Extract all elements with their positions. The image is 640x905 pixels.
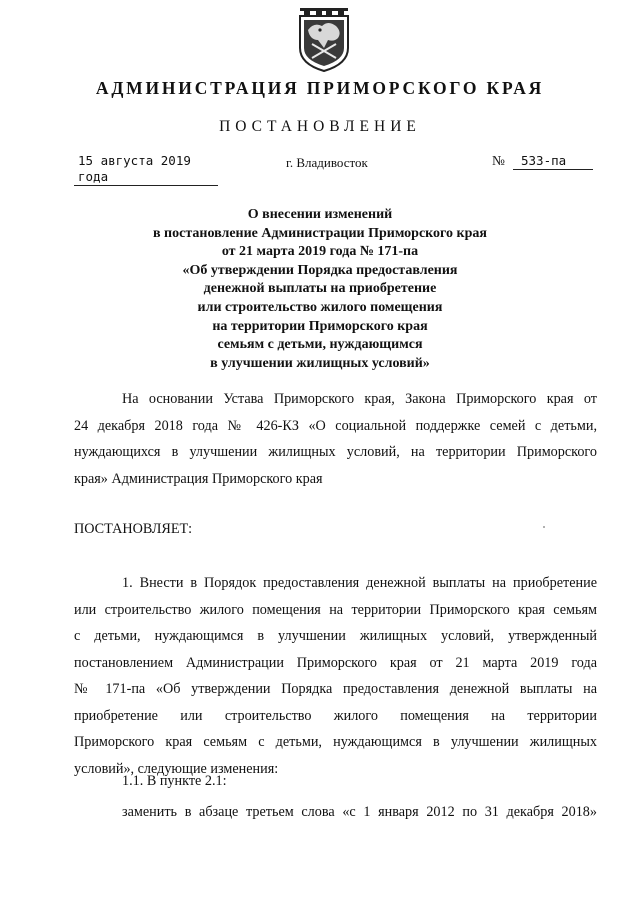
title-line: от 21 марта 2019 года № 171-па [221,244,419,260]
preamble-line: нуждающихся в улучшении жилищных условий, на территории Приморского [74,444,597,460]
item-1-line: или строительство жилого помещения на территории Приморского края семьям [74,601,597,618]
title-line: в улучшении жилищных условий» [210,355,430,371]
preamble-line: На основании Устава Приморского края, Закона Приморского края от [122,391,597,407]
title-line: семьям с детьми, нуждающимся [217,337,423,353]
item-1-line: Приморского края семьям с детьми, нуждающимся в улучшении жилищных [74,734,597,750]
scan-speck [543,526,545,528]
decree-date: 15 августа 2019 года [74,153,218,186]
item-1-line: № 171-па «Об утверждении Порядка предоставления денежной выплаты на [74,681,597,697]
item-1-line: постановлением Администрации Приморского края от 21 марта 2019 года [74,654,597,671]
title-line: денежной выплаты на приобретение [203,281,437,297]
preamble-line: края» Администрация Приморского края [74,470,323,487]
item-1-1-paragraph [74,799,597,826]
item-1-1-line: заменить в абзаце третьем слова «с 1 января 2012 по 31 декабря 2018» [122,804,597,820]
item-1-1-heading: 1.1. В пункте 2.1: [122,773,227,789]
decree-city: г. Владивосток [286,155,368,170]
title-line: на территории Приморского края [212,318,428,334]
decree-title [60,206,580,373]
title-line: в постановление Администрации Приморского края [153,225,487,241]
number-sign: № [492,153,505,168]
decree-number: 533-па [513,153,593,170]
coat-of-arms-emblem [298,8,350,72]
item-1-line: 1. Внести в Порядок предоставления денежной выплаты на приобретение [122,575,597,591]
item-1-line: условий», следующие изменения: [74,760,279,777]
organization-title: АДМИНИСТРАЦИЯ ПРИМОРСКОГО КРАЯ [95,78,545,98]
preamble-line: 24 декабря 2018 года № 426-КЗ «О социальной поддержке семей с детьми, [74,417,597,434]
resolves-heading: ПОСТАНОВЛЯЕТ: [74,521,193,537]
item-1-line: с детьми, нуждающимся в улучшении жилищных условий, утвержденный [74,628,597,644]
item-1-paragraph [74,570,597,782]
title-line: О внесении изменений [247,207,393,222]
preamble-paragraph [74,386,597,492]
document-type: ПОСТАНОВЛЕНИЕ [219,118,421,135]
title-line: «Об утверждении Порядка предоставления [182,262,458,278]
item-1-line: приобретение или строительство жилого помещения на территории [74,707,597,724]
title-line: или строительство жилого помещения [197,299,443,315]
